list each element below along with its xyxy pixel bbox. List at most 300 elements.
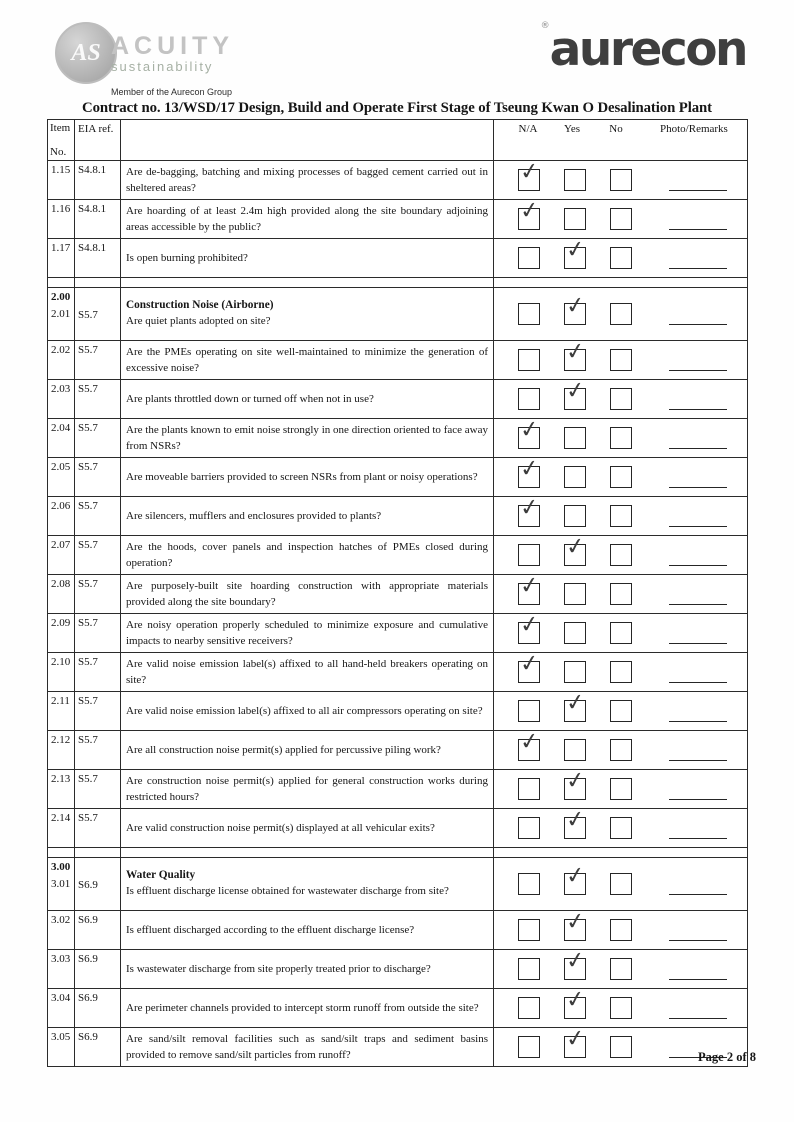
document-title: Contract no. 13/WSD/17 Design, Build and Operate First Stage of Tseung Kwan O Desalination Plant — [81, 100, 712, 116]
checkbox-na[interactable] — [518, 610, 541, 644]
checkbox-na[interactable] — [518, 571, 541, 605]
row-item-cell — [48, 809, 75, 847]
row-question: Are perimeter channels provided to intercept storm runoff from outside the site? — [126, 1001, 479, 1014]
row-item-cell — [48, 575, 75, 613]
row-eia-ref: S5.7 — [78, 812, 98, 824]
check-mark: ✓ — [518, 196, 541, 226]
row-ref-cell — [75, 692, 121, 730]
table-row — [48, 688, 747, 731]
remarks-line — [669, 448, 727, 449]
yes-column-label: Yes — [563, 123, 580, 135]
checkbox-no[interactable] — [610, 622, 632, 644]
table-spacer-row — [48, 848, 747, 858]
checkbox-no[interactable] — [610, 583, 632, 605]
checkbox-na[interactable] — [518, 919, 540, 941]
checkbox-yes[interactable] — [564, 766, 587, 800]
remarks-line — [669, 487, 727, 488]
checkbox-na[interactable] — [518, 493, 541, 527]
remarks-line — [669, 229, 727, 230]
row-item-cell — [48, 989, 75, 1027]
row-question-cell — [121, 653, 494, 691]
checkbox-yes[interactable] — [564, 235, 587, 269]
table-row — [48, 571, 747, 614]
row-question-cell — [121, 161, 494, 199]
checkbox-no[interactable] — [610, 349, 632, 371]
checkbox-no[interactable] — [610, 466, 632, 488]
section-heading: Water Quality — [126, 868, 196, 881]
row-question-cell — [121, 536, 494, 574]
row-item-number: 3.03 — [51, 953, 71, 965]
question-column-header — [121, 120, 494, 160]
row-question-cell — [121, 614, 494, 652]
row-checks-cell — [494, 415, 747, 457]
row-checks-cell — [494, 157, 747, 199]
remarks-line — [669, 838, 727, 839]
row-question: Are de-bagging, batching and mixing processes of bagged cement carried out in sheltered areas? — [126, 165, 488, 194]
row-eia-ref: S5.7 — [78, 539, 98, 551]
row-question-cell — [121, 989, 494, 1027]
photo-remarks-column-label: Photo/Remarks — [660, 123, 728, 135]
registered-mark-icon: ® — [540, 21, 550, 31]
row-item-number: 1.15 — [51, 164, 71, 176]
aurecon-logo — [540, 21, 746, 77]
page-number: Page 2 of 8 — [698, 1050, 756, 1064]
row-ref-cell — [75, 653, 121, 691]
acuity-emblem-icon: AS — [55, 22, 117, 84]
row-ref-cell — [75, 950, 121, 988]
checkbox-na[interactable] — [518, 873, 540, 895]
row-ref-cell — [75, 288, 121, 340]
check-mark: ✓ — [564, 376, 587, 406]
row-item-cell — [48, 536, 75, 574]
remarks-line — [669, 604, 727, 605]
row-checks-cell — [494, 985, 747, 1027]
table-spacer-row — [48, 278, 747, 288]
checklist-table — [47, 119, 748, 1067]
checkbox-no[interactable] — [610, 873, 632, 895]
row-question-cell — [121, 858, 494, 910]
row-question-cell — [121, 200, 494, 238]
check-mark: ✓ — [518, 493, 541, 523]
checkbox-na[interactable] — [518, 958, 540, 980]
acuity-logo-row — [55, 22, 285, 84]
row-eia-ref: S4.8.1 — [78, 203, 107, 215]
row-checks-cell — [494, 727, 747, 769]
checkbox-yes[interactable] — [564, 466, 586, 488]
row-ref-cell — [75, 161, 121, 199]
row-checks-cell — [494, 196, 747, 238]
table-row — [48, 196, 747, 239]
row-item-cell — [48, 731, 75, 769]
row-checks-cell — [494, 946, 747, 988]
row-question-cell — [121, 288, 494, 340]
row-ref-cell — [75, 731, 121, 769]
table-row — [48, 805, 747, 848]
checkbox-yes[interactable] — [564, 583, 586, 605]
row-eia-ref: S6.9 — [78, 953, 98, 965]
row-question: Are the hoods, cover panels and inspection hatches of PMEs closed during operation? — [126, 540, 488, 569]
row-question: Are noisy operation properly scheduled to minimize exposure and cumulative impacts to nearby sensitive receivers? — [126, 618, 488, 647]
checkbox-yes[interactable] — [564, 532, 587, 566]
row-item-cell — [48, 161, 75, 199]
checkbox-na[interactable] — [518, 1036, 540, 1058]
row-question: Are quiet plants adopted on site? — [126, 314, 271, 327]
table-section-row — [48, 288, 747, 341]
checkbox-na[interactable] — [518, 544, 540, 566]
row-eia-ref: S5.7 — [78, 773, 98, 785]
row-question: Is wastewater discharge from site properly treated prior to discharge? — [126, 962, 431, 975]
row-question-cell — [121, 731, 494, 769]
remarks-line — [669, 565, 727, 566]
row-item-number: 2.10 — [51, 656, 71, 668]
section-number: 2.00 — [51, 291, 71, 303]
row-question: Are sand/silt removal facilities such as sand/silt traps and sediment basins provided to remove sand/silt particles from runoff? — [126, 1032, 488, 1061]
row-item-cell — [48, 653, 75, 691]
row-question: Are the PMEs operating on site well-maintained to minimize the generation of excessive noise? — [126, 345, 488, 374]
row-item-cell — [48, 458, 75, 496]
row-ref-cell — [75, 341, 121, 379]
row-item-number: 2.11 — [51, 695, 70, 707]
row-eia-ref: S5.7 — [78, 500, 98, 512]
check-mark: ✓ — [564, 985, 587, 1015]
row-ref-cell — [75, 200, 121, 238]
row-eia-ref: S5.7 — [78, 656, 98, 668]
row-eia-ref: S6.9 — [78, 914, 98, 926]
table-row — [48, 907, 747, 950]
acuity-names — [111, 33, 234, 74]
section-heading: Construction Noise (Airborne) — [126, 298, 274, 311]
row-ref-cell — [75, 380, 121, 418]
acuity-tagline: Member of the Aurecon Group — [111, 87, 233, 97]
check-mark: ✓ — [564, 1024, 587, 1054]
row-question-cell — [121, 1028, 494, 1066]
row-ref-cell — [75, 858, 121, 910]
checkbox-no[interactable] — [610, 169, 632, 191]
check-mark: ✓ — [564, 291, 587, 321]
row-eia-ref: S4.8.1 — [78, 242, 107, 254]
row-eia-ref: S6.9 — [78, 879, 98, 891]
row-item-number: 3.02 — [51, 914, 71, 926]
row-ref-cell — [75, 614, 121, 652]
row-eia-ref: S5.7 — [78, 617, 98, 629]
checks-column-header — [494, 120, 747, 160]
table-section-row — [48, 858, 747, 911]
check-mark: ✓ — [564, 805, 587, 835]
row-checks-cell — [494, 454, 747, 496]
row-question: Are plants throttled down or turned off when not in use? — [126, 392, 374, 405]
check-mark: ✓ — [518, 727, 541, 757]
remarks-line — [669, 1018, 727, 1019]
row-eia-ref: S5.7 — [78, 309, 98, 321]
row-question-cell — [121, 341, 494, 379]
row-eia-ref: S5.7 — [78, 734, 98, 746]
row-eia-ref: S5.7 — [78, 422, 98, 434]
section-number: 3.00 — [51, 861, 71, 873]
acuity-name: ACUITY — [111, 31, 235, 60]
checkbox-na[interactable] — [518, 778, 540, 800]
check-mark: ✓ — [564, 235, 587, 265]
check-mark: ✓ — [564, 532, 587, 562]
row-question-cell — [121, 497, 494, 535]
row-checks-cell — [494, 493, 747, 535]
checkbox-no[interactable] — [610, 208, 632, 230]
row-eia-ref: S5.7 — [78, 578, 98, 590]
checkbox-yes[interactable] — [564, 376, 587, 410]
table-row — [48, 610, 747, 653]
row-ref-cell — [75, 1028, 121, 1066]
row-question: Are moveable barriers provided to screen NSRs from plant or noisy operations? — [126, 470, 478, 483]
remarks-line — [669, 799, 727, 800]
checkbox-na[interactable] — [518, 388, 540, 410]
remarks-line — [669, 526, 727, 527]
checkbox-no[interactable] — [610, 247, 632, 269]
checkbox-yes[interactable] — [564, 505, 586, 527]
row-question: Are all construction noise permit(s) applied for percussive piling work? — [126, 743, 441, 756]
remarks-line — [669, 643, 727, 644]
row-ref-cell — [75, 770, 121, 808]
checkbox-no[interactable] — [610, 303, 632, 325]
check-mark: ✓ — [518, 649, 541, 679]
row-item-cell — [48, 288, 75, 340]
row-question-cell — [121, 809, 494, 847]
row-question-cell — [121, 575, 494, 613]
row-item-number: 2.12 — [51, 734, 71, 746]
checkbox-yes[interactable] — [564, 907, 587, 941]
check-mark: ✓ — [564, 688, 587, 718]
row-checks-cell — [494, 610, 747, 652]
row-question: Are purposely-built site hoarding construction with appropriate materials provided along the site boundary? — [126, 579, 488, 608]
table-row — [48, 1024, 747, 1066]
remarks-line — [669, 721, 727, 722]
row-item-cell — [48, 614, 75, 652]
row-item-cell — [48, 911, 75, 949]
checkbox-no[interactable] — [610, 505, 632, 527]
checkbox-no[interactable] — [610, 919, 632, 941]
row-checks-cell — [494, 337, 747, 379]
row-question-cell — [121, 419, 494, 457]
checkbox-na[interactable] — [518, 157, 541, 191]
checkbox-no[interactable] — [610, 700, 632, 722]
remarks-line — [669, 324, 727, 325]
row-eia-ref: S4.8.1 — [78, 164, 107, 176]
check-mark: ✓ — [518, 157, 541, 187]
row-eia-ref: S6.9 — [78, 1031, 98, 1043]
checkbox-no[interactable] — [610, 958, 632, 980]
table-row — [48, 985, 747, 1028]
table-row — [48, 649, 747, 692]
row-question-cell — [121, 692, 494, 730]
checkbox-yes[interactable] — [564, 208, 586, 230]
row-item-number: 2.13 — [51, 773, 71, 785]
row-item-number: 2.07 — [51, 539, 71, 551]
row-checks-cell — [494, 649, 747, 691]
item-header-bottom: No. — [50, 146, 67, 158]
row-item-cell — [48, 200, 75, 238]
na-column-label: N/A — [518, 123, 538, 135]
row-ref-cell — [75, 989, 121, 1027]
checkbox-yes[interactable] — [564, 169, 586, 191]
checkbox-no[interactable] — [610, 778, 632, 800]
checkbox-no[interactable] — [610, 544, 632, 566]
checkbox-no[interactable] — [610, 661, 632, 683]
row-checks-cell — [494, 805, 747, 847]
check-mark: ✓ — [564, 861, 587, 891]
row-item-number: 3.01 — [51, 878, 71, 890]
row-checks-cell — [494, 532, 747, 574]
checkbox-yes[interactable] — [564, 861, 587, 895]
checkbox-no[interactable] — [610, 997, 632, 1019]
row-checks-cell — [494, 688, 747, 730]
checkbox-no[interactable] — [610, 388, 632, 410]
row-item-cell — [48, 380, 75, 418]
row-item-number: 2.09 — [51, 617, 71, 629]
row-item-number: 2.08 — [51, 578, 71, 590]
row-item-cell — [48, 770, 75, 808]
row-checks-cell — [494, 858, 747, 910]
remarks-line — [669, 370, 727, 371]
checkbox-yes[interactable] — [564, 622, 586, 644]
row-item-number: 2.14 — [51, 812, 71, 824]
checkbox-na[interactable] — [518, 303, 540, 325]
row-question-cell — [121, 911, 494, 949]
checkbox-na[interactable] — [518, 817, 540, 839]
row-ref-cell — [75, 809, 121, 847]
row-question: Are hoarding of at least 2.4m high provided along the site boundary adjoining areas accessible by the public? — [126, 204, 488, 233]
row-question-cell — [121, 380, 494, 418]
table-row — [48, 454, 747, 497]
checkbox-yes[interactable] — [564, 688, 587, 722]
row-eia-ref: S5.7 — [78, 344, 98, 356]
row-question: Is effluent discharged according to the effluent discharge license? — [126, 923, 415, 936]
row-question-cell — [121, 770, 494, 808]
item-column-header — [48, 120, 75, 160]
row-question-cell — [121, 239, 494, 277]
table-row — [48, 493, 747, 536]
row-ref-cell — [75, 419, 121, 457]
row-checks-cell — [494, 288, 747, 340]
row-item-cell — [48, 239, 75, 277]
eia-column-header: EIA ref. — [75, 120, 121, 160]
checkbox-na[interactable] — [518, 247, 540, 269]
row-item-cell — [48, 858, 75, 910]
checkbox-yes[interactable] — [564, 291, 587, 325]
checkbox-yes[interactable] — [564, 985, 587, 1019]
checkbox-yes[interactable] — [564, 427, 586, 449]
check-mark: ✓ — [518, 415, 541, 445]
row-question: Are valid noise emission label(s) affixed to all hand-held breakers operating on site? — [126, 657, 488, 686]
checkbox-na[interactable] — [518, 700, 540, 722]
checklist-body — [48, 157, 747, 1066]
checkbox-yes[interactable] — [564, 1024, 587, 1058]
table-row — [48, 376, 747, 419]
row-question-cell — [121, 950, 494, 988]
row-item-number: 2.04 — [51, 422, 71, 434]
checkbox-no[interactable] — [610, 427, 632, 449]
remarks-line — [669, 268, 727, 269]
row-ref-cell — [75, 911, 121, 949]
row-item-cell — [48, 497, 75, 535]
table-row — [48, 766, 747, 809]
row-question: Are construction noise permit(s) applied for general construction works during restricted hours? — [126, 774, 488, 803]
row-ref-cell — [75, 239, 121, 277]
no-column-label: No — [609, 123, 623, 135]
table-header-row — [48, 120, 747, 161]
check-mark: ✓ — [564, 907, 587, 937]
checkbox-no[interactable] — [610, 817, 632, 839]
row-question-cell — [121, 458, 494, 496]
acuity-subtitle: sustainability — [111, 58, 214, 74]
table-row — [48, 337, 747, 380]
row-item-number: 2.05 — [51, 461, 71, 473]
acuity-logo — [55, 22, 285, 97]
row-item-cell — [48, 419, 75, 457]
checkbox-yes[interactable] — [564, 946, 587, 980]
row-ref-cell — [75, 536, 121, 574]
row-item-cell — [48, 950, 75, 988]
check-mark: ✓ — [564, 337, 587, 367]
checkbox-na[interactable] — [518, 196, 541, 230]
checkbox-na[interactable] — [518, 649, 541, 683]
row-question: Are valid construction noise permit(s) displayed at all vehicular exits? — [126, 821, 435, 834]
checkbox-yes[interactable] — [564, 661, 586, 683]
row-eia-ref: S5.7 — [78, 695, 98, 707]
row-eia-ref: S5.7 — [78, 461, 98, 473]
row-item-number: 2.01 — [51, 308, 71, 320]
row-question: Are silencers, mufflers and enclosures provided to plants? — [126, 509, 382, 522]
row-checks-cell — [494, 766, 747, 808]
remarks-line — [669, 979, 727, 980]
remarks-line — [669, 409, 727, 410]
row-item-cell — [48, 341, 75, 379]
checkbox-na[interactable] — [518, 454, 541, 488]
checkbox-yes[interactable] — [564, 739, 586, 761]
checkbox-no[interactable] — [610, 1036, 632, 1058]
checkbox-no[interactable] — [610, 739, 632, 761]
checkbox-na[interactable] — [518, 349, 540, 371]
table-row — [48, 727, 747, 770]
table-row — [48, 235, 747, 278]
checkbox-na[interactable] — [518, 997, 540, 1019]
row-question: Is effluent discharge license obtained for wastewater discharge from site? — [126, 884, 449, 897]
remarks-line — [669, 190, 727, 191]
row-checks-cell — [494, 376, 747, 418]
row-item-cell — [48, 692, 75, 730]
checkbox-na[interactable] — [518, 727, 541, 761]
aurecon-wordmark: aurecon — [549, 22, 746, 77]
row-ref-cell — [75, 575, 121, 613]
row-eia-ref: S6.9 — [78, 992, 98, 1004]
check-mark: ✓ — [564, 766, 587, 796]
row-ref-cell — [75, 458, 121, 496]
row-item-number: 2.02 — [51, 344, 71, 356]
check-mark: ✓ — [518, 454, 541, 484]
row-checks-cell — [494, 907, 747, 949]
table-row — [48, 415, 747, 458]
row-item-cell — [48, 1028, 75, 1066]
remarks-line — [669, 894, 727, 895]
row-checks-cell — [494, 571, 747, 613]
row-item-number: 1.17 — [51, 242, 71, 254]
row-item-number: 2.03 — [51, 383, 71, 395]
row-question: Are the plants known to emit noise strongly in one direction oriented to face away from NSRs? — [126, 423, 488, 452]
row-item-number: 1.16 — [51, 203, 71, 215]
row-checks-cell — [494, 235, 747, 277]
table-row — [48, 946, 747, 989]
checkbox-yes[interactable] — [564, 805, 587, 839]
checkbox-yes[interactable] — [564, 337, 587, 371]
row-item-number: 2.06 — [51, 500, 71, 512]
checkbox-na[interactable] — [518, 415, 541, 449]
